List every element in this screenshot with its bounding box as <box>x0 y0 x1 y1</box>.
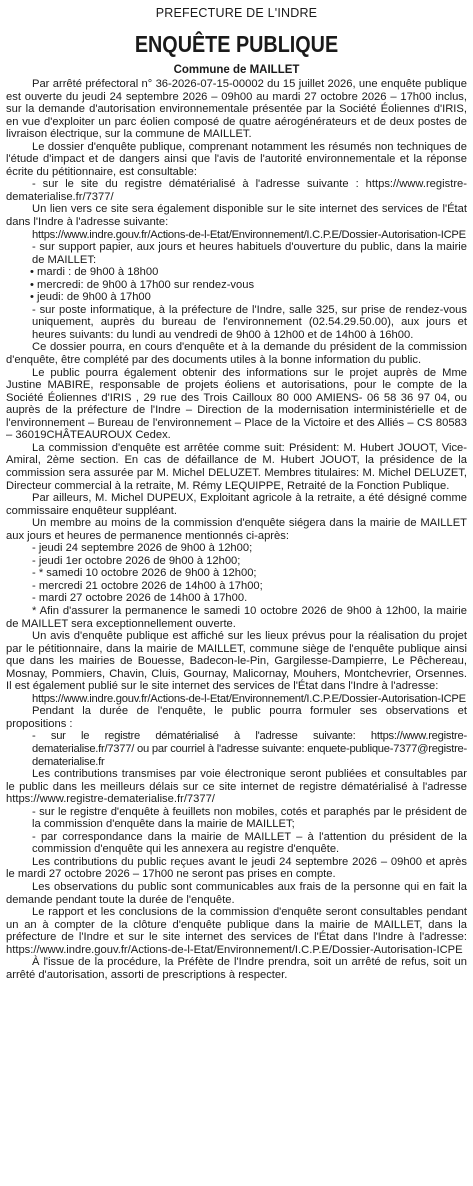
commune-heading: Commune de MAILLET <box>173 64 300 76</box>
paragraph-dossier: Le dossier d'enquête publique, comprenant notamment les résumés non techniques de l'étude d'impact et de dangers ainsi que l'avis de l'autorité environnementale et la réponse écrite du pétitionnaire, est consultable: <box>6 140 467 178</box>
paragraph-delais: Les contributions du public reçues avant le jeudi 24 septembre 2026 – 09h00 et après le mardi 27 octobre 2026 – 17h00 ne seront pas prises en compte. <box>6 855 467 881</box>
paragraph-registre-papier: - sur le registre d'enquête à feuillets non mobiles, cotés et paraphés par le président de la commission d'enquête dans la mairie de MAILLET; <box>32 805 467 831</box>
paragraph-registre-courriel: - sur le registre dématérialisé à l'adresse suivante: https://www.registre-dematerialise.fr/7377/ ou par courriel à l'adresse suivante: enquete-publique-7377@registre-dematerialise.fr <box>32 730 467 768</box>
paragraph-support-papier: - sur support papier, aux jours et heures habituels d'ouverture du public, dans la mairie de MAILLET: <box>32 241 467 266</box>
paragraph-samedi-note: * Afin d'assurer la permanence le samedi 10 octobre 2026 de 9h00 à 12h00, la mairie de MAILLET sera exceptionnellement ouverte. <box>6 604 467 630</box>
paragraph-observations: Pendant la durée de l'enquête, le public pourra formuler ses observations et propositions : <box>6 705 467 730</box>
permanence-item: - mardi 27 octobre 2026 de 14h00 à 17h00. <box>32 592 248 605</box>
permanence-item: - * samedi 10 octobre 2026 de 9h00 à 12h00; <box>32 567 257 580</box>
paragraph-communicables: Les observations du public sont communicables aux frais de la personne qui en fait la demande pendant toute la durée de l'enquête. <box>6 881 467 906</box>
paragraph-commission: La commission d'enquête est arrêtée comme suit: Président: M. Hubert JOUOT, Vice-Amiral, 2ème section. En cas de défaillance de M. Hubert JOUOT, la présidence de la commission sera assurée par M. Michel DELUZET. Membres titulaires: M. Michel DELUZET, Directeur commercial à la retraite, M. Rémy LEQUIPPE, Retraité de la Fonction Publique. <box>6 441 467 492</box>
paragraph-contributions: Les contributions transmises par voie électronique seront publiées et consultables par le public dans les meilleurs délais sur ce site internet de registre dématérialisé à l'adresse https://www.registre-dematerialise.fr/7377/ <box>6 768 467 806</box>
permanence-item: - jeudi 24 septembre 2026 de 9h00 à 12h00; <box>32 542 253 555</box>
paragraph-complement: Ce dossier pourra, en cours d'enquête et à la demande du président de la commission d'enquête, être complété par des documents utiles à la bonne information du public. <box>6 341 467 367</box>
hours-jeudi: • jeudi: de 9h00 à 17h00 <box>30 291 151 304</box>
url-icpe: https://www.indre.gouv.fr/Actions-de-l-Etat/Environnement/I.C.P.E/Dossier-Autorisation-ICPE <box>32 228 466 241</box>
paragraph-informations: Le public pourra également obtenir des informations sur le projet auprès de Mme Justine MABIRE, responsable de projets éoliens et autorisations, pour le compte de la Société Éoliennes d'IRIS , 29 rue des Trois Cailloux 80 000 AMIENS- 06 58 36 97 04, ou auprès de la préfecture de l'Indre – Direction de la modernisation interministérielle et de l'environnement – Bureau de l'environnement – Place de la Victoire et des Alliés – CS 80583 – 36019CHÂTEAUROUX Cedex. <box>6 366 467 442</box>
permanence-item: - jeudi 1er octobre 2026 de 9h00 à 12h00; <box>32 554 241 567</box>
prefecture-heading: PREFECTURE DE L'INDRE <box>155 6 318 20</box>
notice-title: ENQUÊTE PUBLIQUE <box>134 31 339 57</box>
hours-mercredi: • mercredi: de 9h00 à 17h00 sur rendez-vous <box>30 278 255 291</box>
paragraph-lien-etat: Un lien vers ce site sera également disponible sur le site internet des services de l'État dans l'Indre à l'adresse suivante: <box>6 203 467 229</box>
paragraph-suppleant: Par ailleurs, M. Michel DUPEUX, Exploitant agricole à la retraite, a été désigné comme commissaire enquêteur suppléant. <box>6 492 467 517</box>
permanence-item: - mercredi 21 octobre 2026 de 14h00 à 17h00; <box>32 579 263 592</box>
paragraph-affichage: Un avis d'enquête publique est affiché sur les lieux prévus pour la réalisation du projet par le pétitionnaire, dans la mairie de MAILLET, commune siège de l'enquête publique ainsi que dans les mairies de Bouesse, Badecon-le-Pin, Gargilesse-Dampierre, Le Pêchereau, Mosnay, Pommiers, Chavin, Cluis, Gournay, Malicornay, Mouhers, Montchevrier, Orsennes. Il est également publié sur le site internet des services de l'État dans l'Indre à l'adresse: <box>6 630 467 693</box>
url-icpe: https://www.indre.gouv.fr/Actions-de-l-Etat/Environnement/I.C.P.E/Dossier-Autorisation-ICPE <box>32 692 466 705</box>
paragraph-rapport: Le rapport et les conclusions de la commission d'enquête seront consultables pendant un an à compter de la clôture d'enquête publique dans la mairie de MAILLET, dans la préfecture de l'Indre et sur le site internet des services de l'État dans l'Indre à l'adresse: https://www.indre.gouv.fr/Actions-de-l-Etat/Environnement/I.C.P.E/Dossier-Autorisation-ICPE <box>6 906 467 956</box>
paragraph-correspondance: - par correspondance dans la mairie de MAILLET – à l'attention du président de la commission d'enquête qui les annexera au registre d'enquête. <box>32 830 467 856</box>
paragraph-registre-site: - sur le site du registre dématérialisé à l'adresse suivante : https://www.registre-dematerialise.fr/7377/ <box>6 178 467 203</box>
paragraph-poste-informatique: - sur poste informatique, à la préfecture de l'Indre, salle 325, sur prise de rendez-vous uniquement, auprès du bureau de l'environnement (02.54.29.50.00), aux jours et heures suivants: du lundi au vendredi de 9h00 à 12h00 et de 14h00 à 16h00. <box>32 303 467 341</box>
paragraph-arrete: Par arrêté préfectoral n° 36-2026-07-15-00002 du 15 juillet 2026, une enquête publique est ouverte du jeudi 24 septembre 2026 – 09h00 au mardi 27 octobre 2026 – 17h00 inclus, sur la demande d'autorisation environnementale présentée par la Société Éoliennes d'IRIS, en vue d'exploiter un parc éolien composé de quatre aérogénérateurs et de deux postes de livraison électrique, sur la commune de MAILLET. <box>6 78 467 141</box>
paragraph-permanences: Un membre au moins de la commission d'enquête siégera dans la mairie de MAILLET aux jours et heures de permanence mentionnés ci-après: <box>6 517 467 542</box>
paragraph-issue: À l'issue de la procédure, la Préfète de l'Indre prendra, soit un arrêté de refus, soit un arrêté d'autorisation, assorti de prescriptions à respecter. <box>6 956 467 981</box>
hours-mardi: • mardi : de 9h00 à 18h00 <box>30 266 159 279</box>
